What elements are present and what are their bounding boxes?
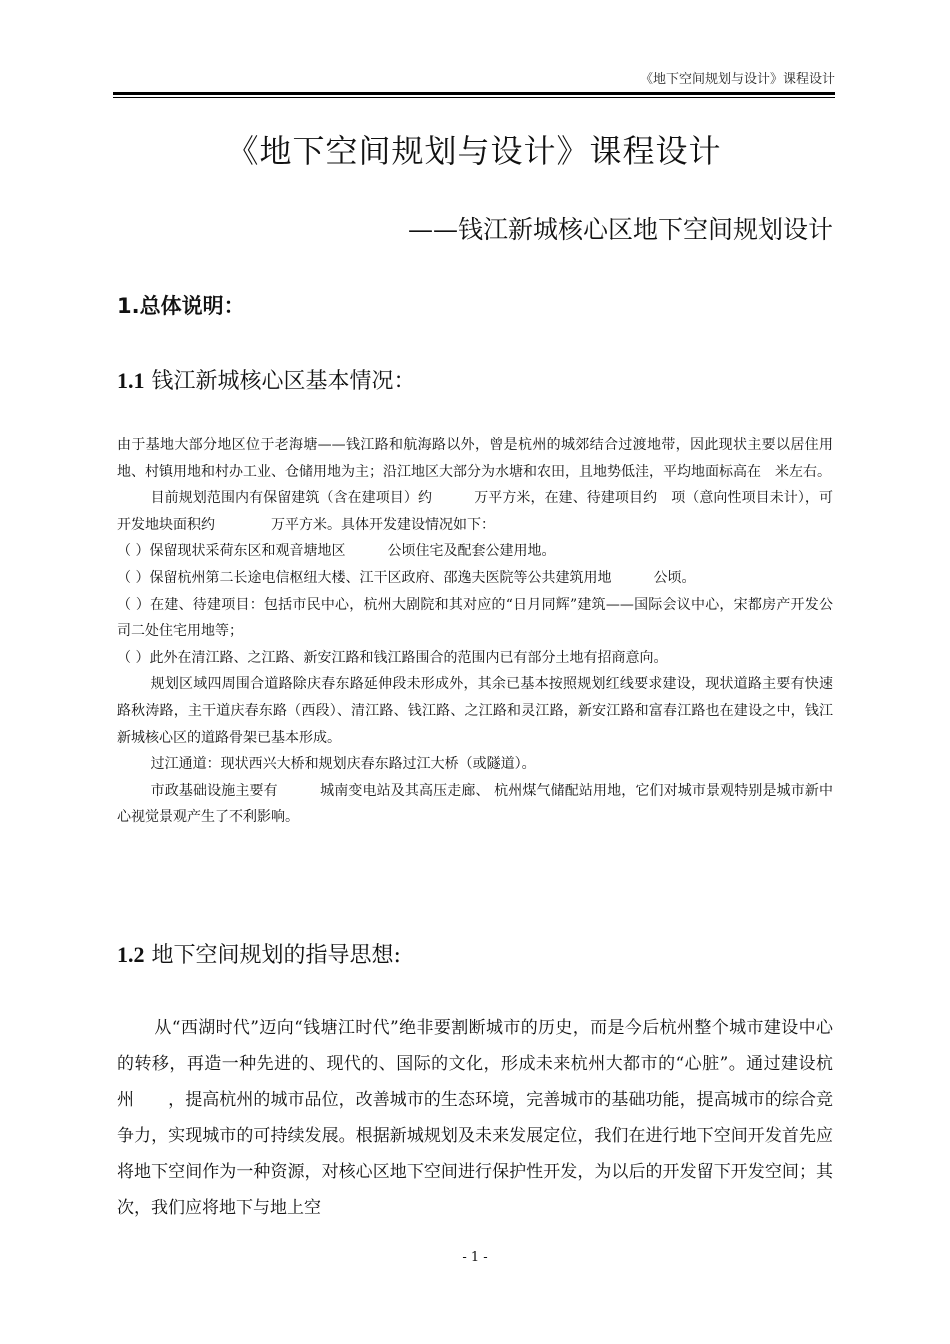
section-1-2-body <box>117 1010 833 1226</box>
list-item: （ ）保留杭州第二长途电信枢纽大楼、江干区政府、邵逸夫医院等公共建筑用地 公顷。 <box>117 569 696 586</box>
list-item: （ ）保留现状采荷东区和观音塘地区 公顷住宅及配套公建用地。 <box>117 543 556 560</box>
section-1-2-number: 1.2 <box>117 942 145 967</box>
paragraph: 规划区域四周围合道路除庆春东路延伸段未形成外，其余已基本按照规划红线要求建设，现状道路主要有快速路秋涛路，主干道庆春东路（西段）、清江路、钱江路、之江路和灵江路，新安江路和富春江路也在建设之中，钱江新城核心区的道路骨架已基本形成。 <box>117 676 833 746</box>
page-number: - 1 - <box>462 1250 488 1265</box>
section-1-1-number: 1.1 <box>117 368 145 393</box>
section-1-1-heading <box>117 364 416 395</box>
section-1-1-body <box>117 432 833 831</box>
paragraph: 从“西湖时代”迈向“钱塘江时代”绝非要割断城市的历史，而是今后杭州整个城市建设中心的转移，再造一种先进的、现代的、国际的文化，形成未来杭州大都市的“心脏”。通过建设杭州 ，提高杭州的城市品位，改善城市的生态环境，完善城市的基础功能，提高城市的综合竞争力，实现城市的可持续发展。根据新城规划及未来发展定位，我们在进行地下空间开发首先应将地下空间作为一种资源，对核心区地下空间进行保护性开发，为以后的开发留下开发空间；其次，我们应将地下与地上空 <box>117 1018 833 1218</box>
section-1-1-title: 钱江新城核心区基本情况： <box>151 369 416 394</box>
paragraph: 过江通道：现状西兴大桥和规划庆春东路过江大桥（或隧道）。 <box>150 756 536 773</box>
section-1-number: 1. <box>117 294 140 318</box>
list-item: （ ）此外在清江路、之江路、新安江路和钱江路围合的范围内已有部分土地有招商意向。 <box>117 649 668 666</box>
list-item: （ ）在建、待建项目：包括市民中心，杭州大剧院和其对应的“日月同辉”建筑——国际会议中心，宋都房产开发公司二处住宅用地等； <box>117 596 833 640</box>
header-rule-thin <box>113 97 835 98</box>
header-rule-thick <box>113 92 835 95</box>
document-subtitle: ——钱江新城核心区地下空间规划设计 <box>407 215 833 244</box>
paragraph: 目前规划范围内有保留建筑（含在建项目）约 万平方米，在建、待建项目约 项（意向性项目未计），可开发地块面积约 万平方米。具体开发建设情况如下： <box>117 490 833 533</box>
section-1-heading <box>117 290 245 320</box>
running-header: 《地下空间规划与设计》课程设计 <box>639 72 835 87</box>
section-1-2-title: 地下空间规划的指导思想: <box>151 943 401 968</box>
document-title: 《地下空间规划与设计》课程设计 <box>226 132 722 170</box>
paragraph: 由于基地大部分地区位于老海塘——钱江路和航海路以外，曾是杭州的城郊结合过渡地带，因此现状主要以居住用地、村镇用地和村办工业、仓储用地为主；沿江地区大部分为水塘和农田，且地势低洼，平均地面标高在 米左右。 <box>117 437 833 480</box>
section-1-title: 总体说明： <box>139 294 245 318</box>
paragraph: 市政基础设施主要有 城南变电站及其高压走廊、 杭州煤气储配站用地，它们对城市景观特别是城市新中心视觉景观产生了不利影响。 <box>117 782 833 826</box>
section-1-2-heading <box>117 938 401 969</box>
